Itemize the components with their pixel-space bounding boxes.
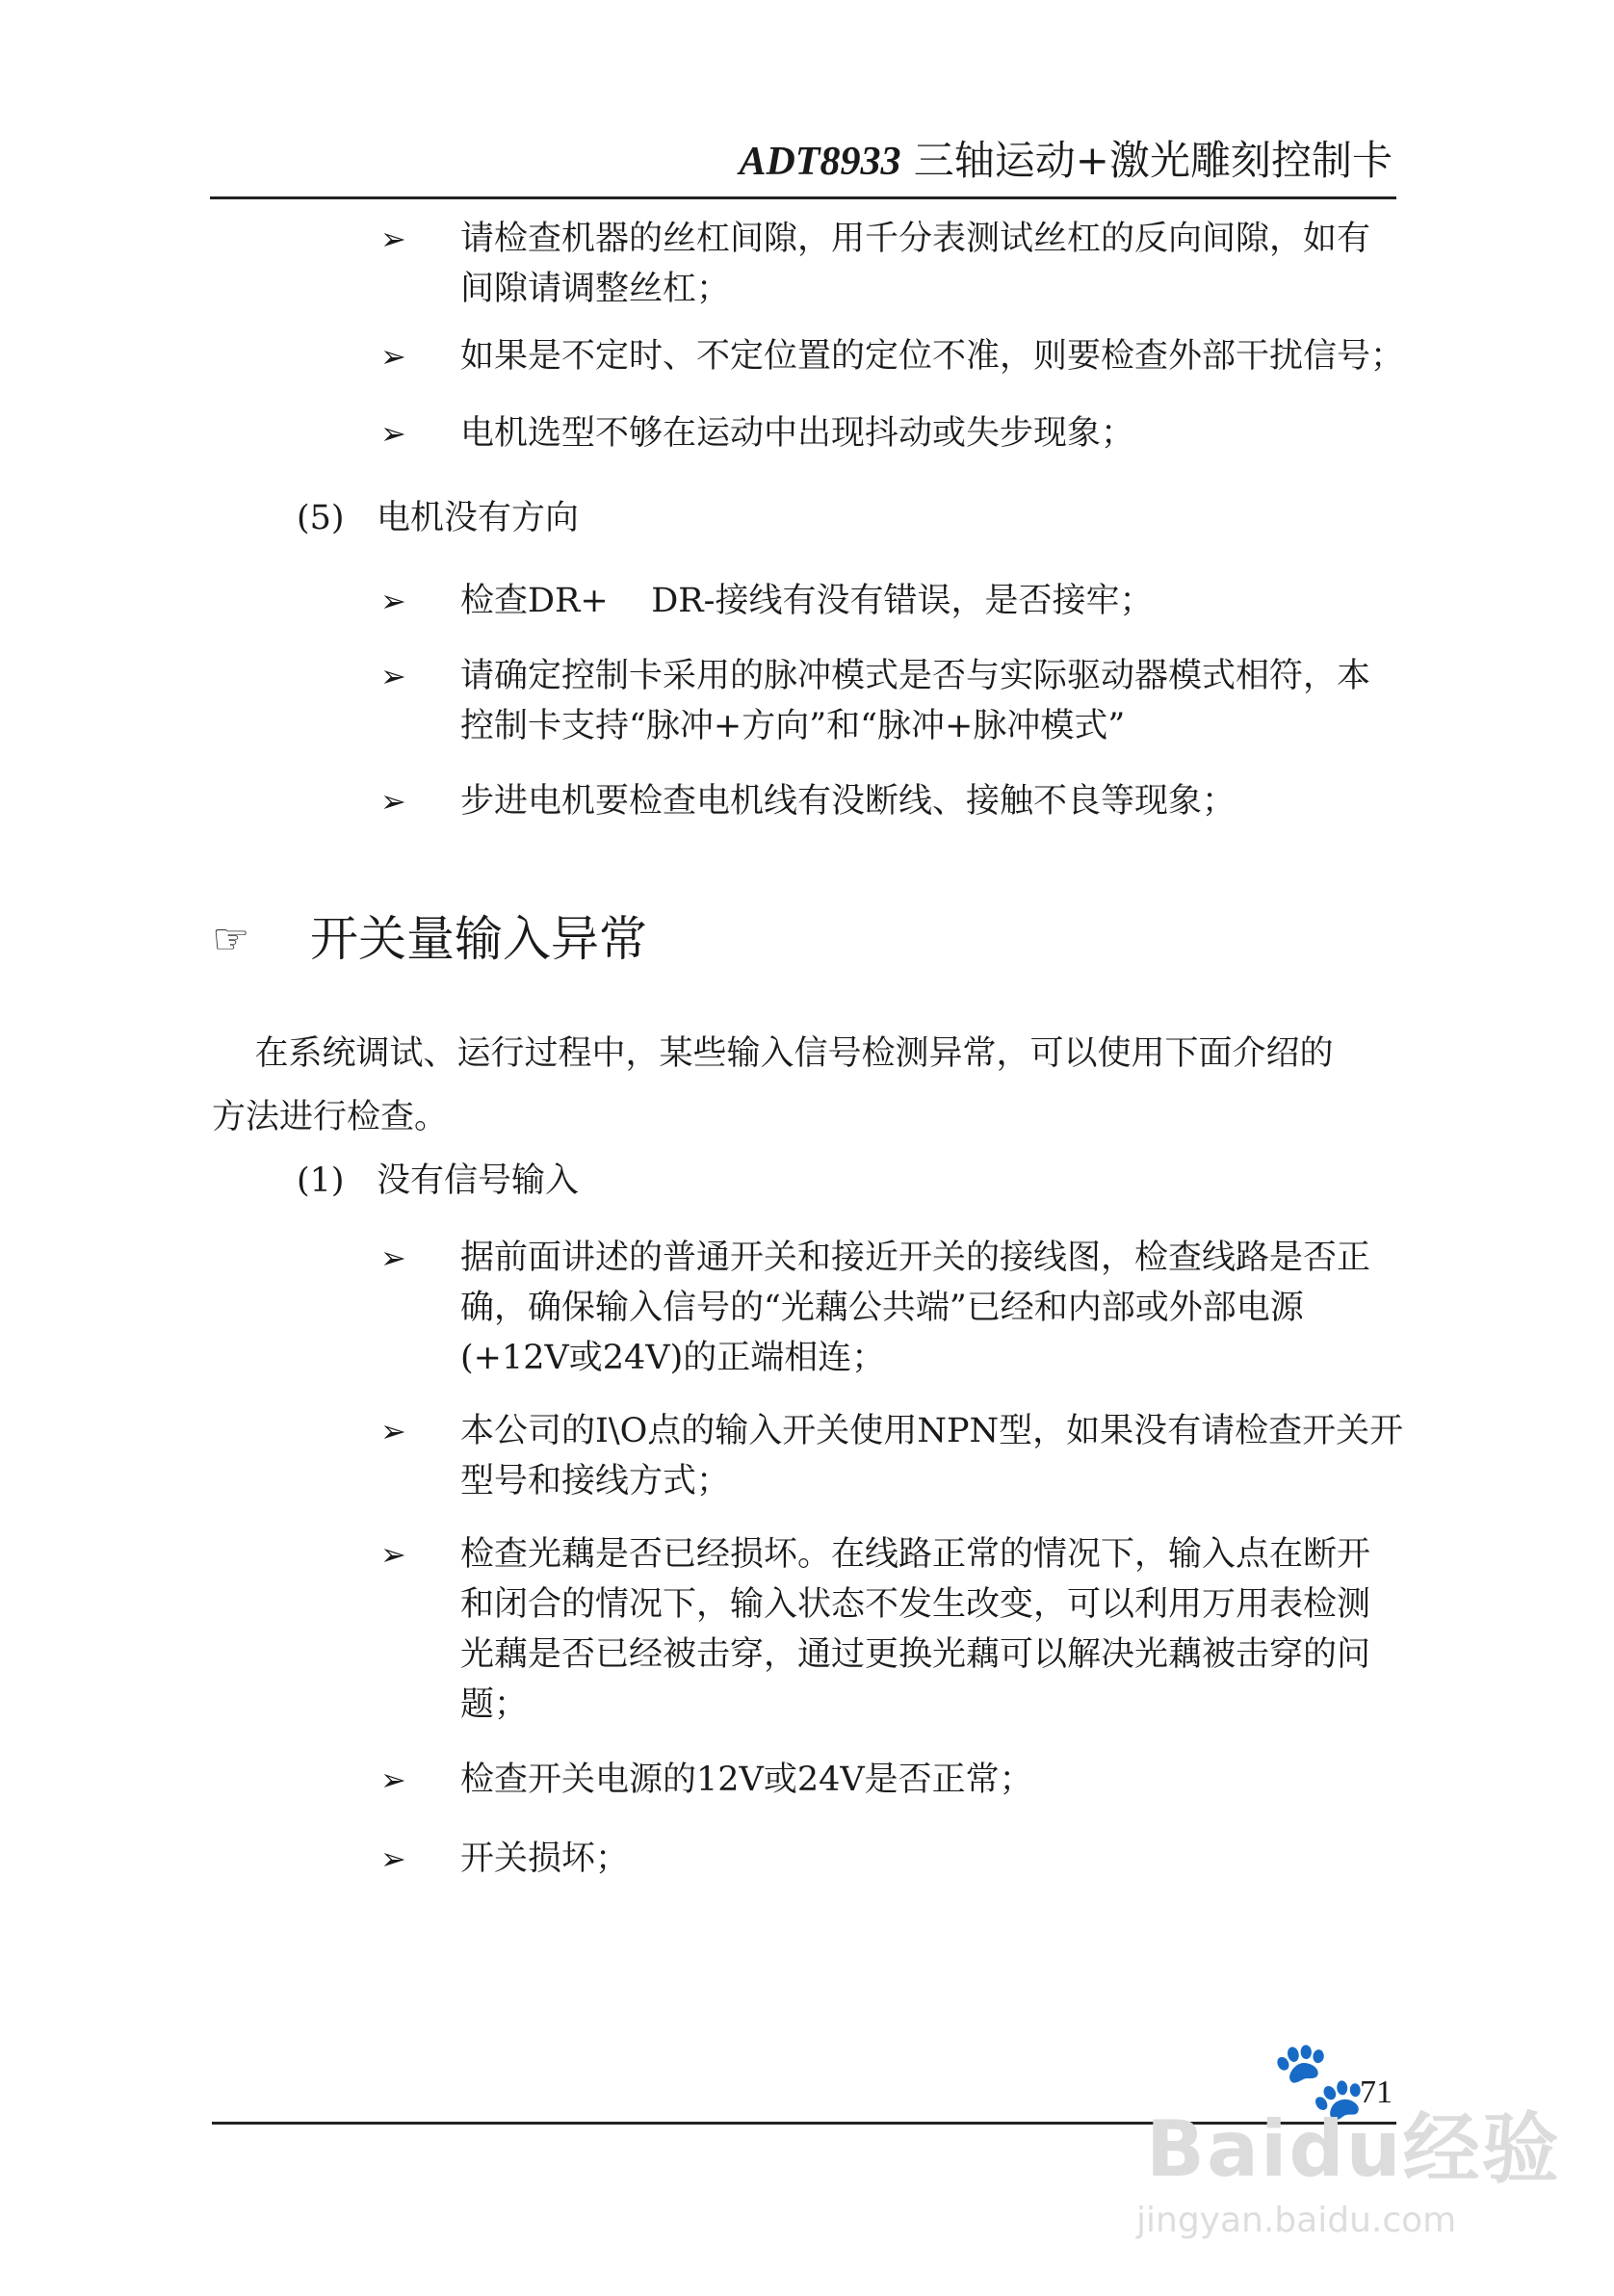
bullet-icon: ➢: [380, 1536, 406, 1573]
page-number: 71: [1360, 2074, 1393, 2110]
subsection-label: 电机没有方向: [376, 499, 579, 537]
list-item-line: (+12V或24V)的正端相连；: [460, 1339, 886, 1377]
header-title: [739, 129, 1393, 187]
list-item-line: 检查开关电源的12V或24V是否正常；: [460, 1761, 1033, 1799]
list-item-line: 和闭合的情况下，输入状态不发生改变，可以利用万用表检测: [460, 1585, 1371, 1624]
bullet-icon: ➢: [380, 1761, 406, 1798]
list-item-line: 间隙请调整丝杠；: [460, 270, 731, 308]
watermark-brand: Baidu经验: [1146, 2104, 1561, 2194]
subsection-number: (1): [297, 1161, 345, 1200]
list-item-line: 检查光藕是否已经损坏。在线路正常的情况下，输入点在断开: [460, 1535, 1371, 1574]
pointing-hand-icon: ☞: [212, 915, 250, 964]
bullet-icon: ➢: [380, 415, 406, 452]
list-item-line: 本公司的I\O点的输入开关使用NPN型，如果没有请检查开关开: [460, 1412, 1404, 1450]
list-item-line: 光藕是否已经被击穿，通过更换光藕可以解决光藕被击穿的问: [460, 1635, 1371, 1674]
subsection-number: (5): [297, 499, 345, 537]
watermark-url: jingyan.baidu.com: [1136, 2201, 1457, 2240]
section-title: 开关量输入异常: [310, 911, 647, 967]
list-item-line: 步进电机要检查电机线有没断线、接触不良等现象；: [460, 782, 1237, 821]
bullet-icon: ➢: [380, 1840, 406, 1877]
list-item-line: 题；: [460, 1685, 529, 1724]
page-header: [210, 133, 1396, 199]
baidu-watermark: [1136, 2035, 1561, 2244]
list-item-line: 请检查机器的丝杠间隙，用千分表测试丝杠的反向间隙，如有: [460, 220, 1371, 258]
paw-logo-icon: 🐾: [1271, 2035, 1367, 2125]
bullet-icon: ➢: [380, 338, 406, 375]
paragraph-line: 在系统调试、运行过程中，某些输入信号检测异常，可以使用下面介绍的: [212, 1034, 1334, 1073]
subsection-heading: [297, 493, 579, 543]
list-item-line: 如果是不定时、不定位置的定位不准，则要检查外部干扰信号；: [460, 337, 1405, 376]
subsection-label: 没有信号输入: [376, 1161, 579, 1200]
subsection-heading: [297, 1156, 579, 1206]
list-item-line: 型号和接线方式；: [460, 1462, 731, 1500]
bullet-icon: ➢: [380, 783, 406, 820]
bullet-icon: ➢: [380, 1239, 406, 1276]
list-item-line: 据前面讲述的普通开关和接近开关的接线图，检查线路是否正: [460, 1239, 1371, 1277]
list-item-line: 检查DR+ DR-接线有没有错误，是否接牢；: [460, 582, 1154, 620]
paragraph-line: 方法进行检查。: [212, 1098, 449, 1136]
bullet-icon: ➢: [380, 221, 406, 257]
header-model: ADT8933: [739, 140, 901, 184]
list-item-line: 电机选型不够在运动中出现抖动或失步现象；: [460, 414, 1135, 453]
bullet-icon: ➢: [380, 583, 406, 619]
header-subtitle: 三轴运动+激光雕刻控制卡: [900, 137, 1393, 184]
list-item-line: 开关损坏；: [460, 1839, 630, 1878]
list-item-line: 请确定控制卡采用的脉冲模式是否与实际驱动器模式相符，本: [460, 657, 1371, 695]
list-item-line: 确，确保输入信号的“光藕公共端”已经和内部或外部电源: [460, 1289, 1304, 1327]
list-item-line: 控制卡支持“脉冲+方向”和“脉冲+脉冲模式”: [460, 707, 1126, 745]
bullet-icon: ➢: [380, 658, 406, 694]
bullet-icon: ➢: [380, 1413, 406, 1449]
